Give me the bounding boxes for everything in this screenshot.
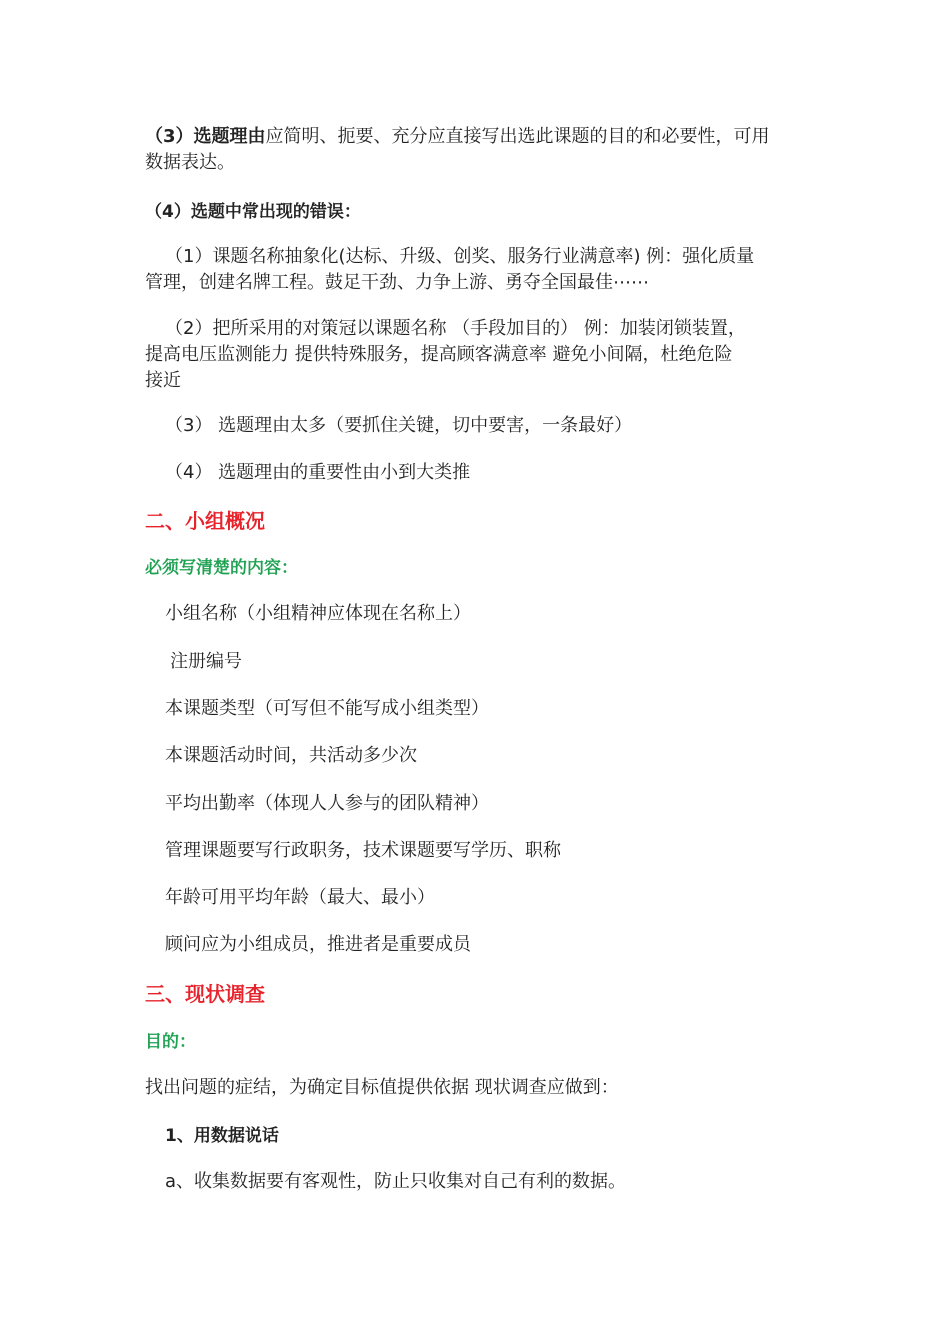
section3-title: 三、现状调查 [145, 982, 265, 1006]
error-2-line3: 接近 [145, 370, 181, 391]
list-item: 本课题类型（可写但不能写成小组类型） [165, 698, 489, 719]
error-1-line2: 管理，创建名牌工程。鼓足干劲、力争上游、勇夺全国最佳⋯⋯ [145, 272, 649, 293]
section3-intro: 找出问题的症结，为确定目标值提供依据 现状调查应做到： [145, 1077, 619, 1098]
error-3: （3） 选题理由太多（要抓住关键，切中要害，一条最好） [165, 415, 633, 436]
section3-subtitle: 目的： [145, 1032, 196, 1052]
list-item: 本课题活动时间，共活动多少次 [165, 745, 417, 766]
error-4: （4） 选题理由的重要性由小到大类推 [165, 462, 471, 483]
list-item: 管理课题要写行政职务，技术课题要写学历、职称 [165, 840, 561, 861]
section2-title: 二、小组概况 [145, 509, 265, 533]
list-item: 平均出勤率（体现人人参与的团队精神） [165, 793, 489, 814]
section3-point1: 1、用数据说话 [165, 1126, 279, 1146]
section3-point1a: a、收集数据要有客观性，防止只收集对自己有利的数据。 [165, 1171, 627, 1192]
list-item: 顾问应为小组成员，推进者是重要成员 [165, 934, 471, 955]
error-2-line1: （2）把所采用的对策冠以课题名称 （手段加目的） 例：加装闭锁装置， [165, 318, 746, 339]
section2-subtitle: 必须写清楚的内容： [145, 558, 298, 578]
error-2-line2: 提高电压监测能力 提供特殊服务，提高顾客满意率 避免小间隔，杜绝危险 [145, 344, 733, 365]
error-1-line1: （1）课题名称抽象化(达标、升级、创奖、服务行业满意率) 例：强化质量 [165, 246, 755, 267]
list-item: 年龄可用平均年龄（最大、最小） [165, 887, 435, 908]
selection-reason-text: 应简明、扼要、充分应直接写出选此课题的目的和必要性，可用 [265, 126, 770, 147]
selection-reason-line1 [145, 124, 770, 150]
list-item: 注册编号 [170, 651, 242, 672]
selection-reason-label: （3）选题理由 [145, 126, 266, 147]
common-errors-heading: （4）选题中常出现的错误： [145, 202, 361, 222]
selection-reason-line2: 数据表达。 [145, 152, 235, 173]
list-item: 小组名称（小组精神应体现在名称上） [165, 603, 471, 624]
